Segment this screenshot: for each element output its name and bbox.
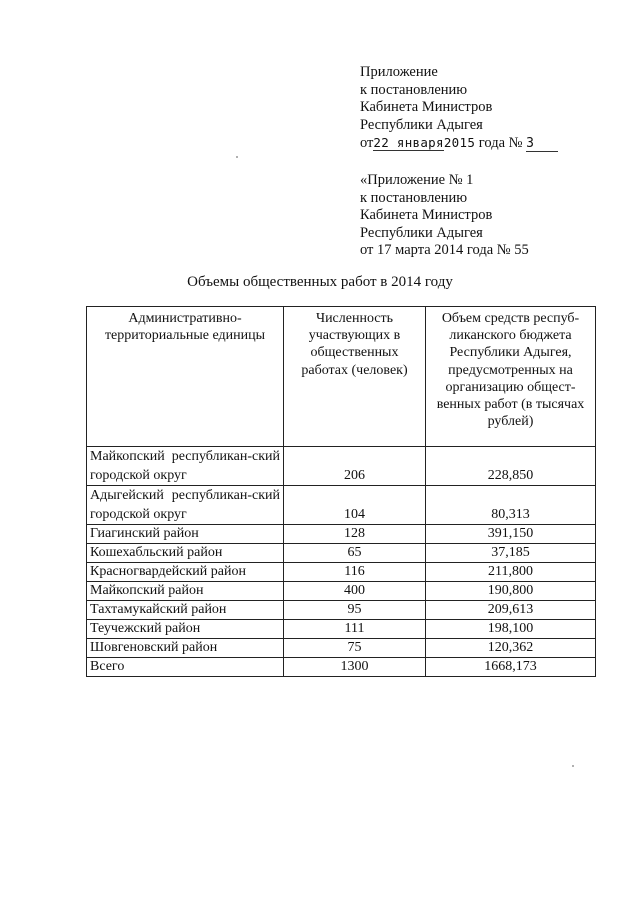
quoted-line: к постановлению	[360, 189, 468, 206]
date-prefix: от	[360, 135, 374, 151]
row-people: 206	[284, 447, 426, 486]
row-amount: 209,613	[426, 601, 596, 620]
row-amount: 80,313	[426, 486, 596, 525]
table-row	[87, 620, 596, 639]
appendix-line: Приложение	[360, 64, 438, 80]
appendix-date-line	[360, 134, 558, 153]
table-header-row	[87, 307, 596, 447]
row-amount: 211,800	[426, 563, 596, 582]
row-amount: 228,850	[426, 447, 596, 486]
total-people: 1300	[284, 658, 426, 677]
row-people: 75	[284, 639, 426, 658]
header-budget: Объем средств респуб-ликанского бюджета Республики Адыгея, предусмотренных на организацию общест-венных работ (в тысячах рублей)	[426, 307, 596, 447]
table-row	[87, 447, 596, 486]
row-name: Кошехабльский район	[87, 544, 284, 563]
table-row	[87, 639, 596, 658]
table-row	[87, 601, 596, 620]
appendix-line: Республики Адыгея	[360, 116, 483, 133]
table-row	[87, 544, 596, 563]
quoted-line: «Приложение № 1	[360, 172, 474, 188]
quoted-line: Кабинета Министров	[360, 207, 493, 223]
row-name: Майкопский республикан-ский городской округ	[87, 447, 284, 486]
table-row	[87, 486, 596, 525]
public-works-table	[86, 306, 596, 677]
row-name: Красногвардейский район	[87, 563, 284, 582]
row-name: Теучежский район	[87, 620, 284, 639]
row-people: 111	[284, 620, 426, 639]
table-row	[87, 525, 596, 544]
row-people: 95	[284, 601, 426, 620]
row-people: 104	[284, 486, 426, 525]
date-year: 2015	[443, 135, 476, 150]
row-people: 400	[284, 582, 426, 601]
row-amount: 120,362	[426, 639, 596, 658]
row-amount: 37,185	[426, 544, 596, 563]
row-amount: 198,100	[426, 620, 596, 639]
row-name: Адыгейский республикан-ский городской округ	[87, 486, 284, 525]
row-amount: 391,150	[426, 525, 596, 544]
quoted-line: Республики Адыгея	[360, 224, 483, 241]
row-name: Майкопский район	[87, 582, 284, 601]
row-amount: 190,800	[426, 582, 596, 601]
table-row	[87, 582, 596, 601]
table-total-row	[87, 658, 596, 677]
scan-speck	[236, 156, 238, 158]
date-day-month: 22 января	[373, 135, 444, 150]
row-people: 128	[284, 525, 426, 544]
scan-speck	[572, 765, 574, 767]
header-territorial-units: Административно-территориальные единицы	[87, 307, 284, 447]
row-people: 65	[284, 544, 426, 563]
date-suffix: года №	[475, 135, 527, 151]
row-name: Шовгеновский район	[87, 639, 284, 658]
appendix-line: к постановлению	[360, 81, 468, 98]
appendix-header	[360, 64, 558, 153]
decree-number: 3	[526, 137, 558, 152]
row-name: Тахтамукайский район	[87, 601, 284, 620]
table-row	[87, 563, 596, 582]
quoted-line: от 17 марта 2014 года № 55	[360, 242, 529, 258]
appendix-line: Кабинета Министров	[360, 99, 493, 115]
quoted-appendix	[360, 172, 529, 260]
row-people: 116	[284, 563, 426, 582]
header-participants: Численность участвующих в общественных работах (человек)	[284, 307, 426, 447]
total-label: Всего	[87, 658, 284, 677]
row-name: Гиагинский район	[87, 525, 284, 544]
total-amount: 1668,173	[426, 658, 596, 677]
document-title: Объемы общественных работ в 2014 году	[187, 274, 453, 290]
